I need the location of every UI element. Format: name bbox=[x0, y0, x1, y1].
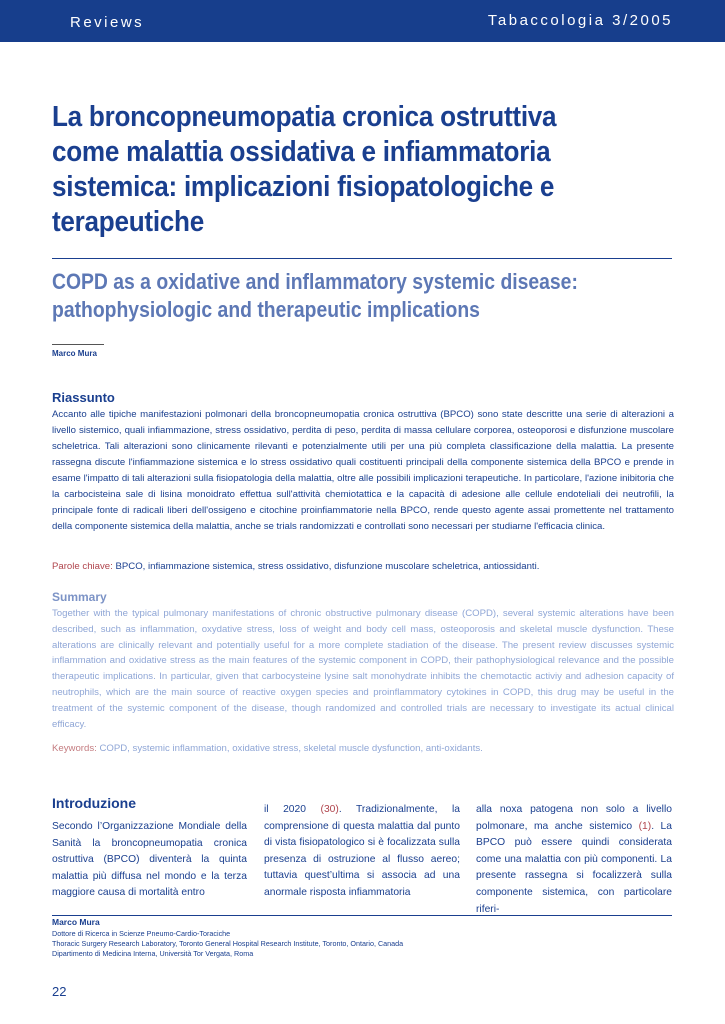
keywords-values: COPD, systemic inflammation, oxidative stress, skeletal muscle dysfunction, anti-oxidants. bbox=[99, 743, 483, 754]
journal-issue-label: Tabaccologia 3/2005 bbox=[487, 12, 673, 29]
footer-affiliation-2: Thoracic Surgery Research Laboratory, Toronto General Hospital Research Institute, Toronto, Ontario, Canada bbox=[52, 939, 404, 948]
intro-column-2 bbox=[264, 802, 460, 902]
intro-col2-text-a: il 2020 bbox=[264, 804, 321, 815]
footer-affiliation-1: Dottore di Ricerca in Scienze Pneumo-Cardio-Toraciche bbox=[52, 929, 231, 938]
footer-divider bbox=[52, 915, 672, 916]
title-divider bbox=[52, 258, 672, 259]
parole-chiave bbox=[52, 561, 539, 572]
intro-heading: Introduzione bbox=[52, 795, 136, 811]
keywords bbox=[52, 743, 483, 754]
journal-header-bar bbox=[0, 0, 725, 42]
footer-affiliation-3: Dipartimento di Medicina Interna, Università Tor Vergata, Roma bbox=[52, 949, 254, 958]
summary-text: Together with the typical pulmonary manifestations of chronic obstructive pulmonary disease (COPD), several systemic alterations have been described, such as inflammation, oxydative stress, loss of weight and body cell mass, osteoporosis and skeletal muscle dysfunction. These alterations are clinically relevant and potentially useful for a more complete stadiation of the disease. The present review discusses systemic inflammation and oxidative stress as the main features of the systemic component in COPD, their pathophysiological relevance and the possible therapeutic implications. In particular, given that carbocysteine lysine salt monohydrate inhibits the chemotactic activiy and adhesion capacity of neutrophils, which are the main source of reactive oxygen species and proinflammatory cytokines in COPD, this drug may be useful in the treatment of the systemic component of the disease, though randomized and controlled trials are necessary to investigate its actual clinical efficacy. bbox=[52, 608, 674, 730]
riassunto-text: Accanto alle tipiche manifestazioni polmonari della broncopneumopatia cronica ostruttiva (BPCO) sono state descritte una serie di alterazioni a livello sistemico, quali infiammazione, stress ossidativo, perdita di peso, perdita di massa cellulare corporea, osteoporosi e disfunzione muscolare scheletrica. Tali alterazioni sono clinicamente rilevanti e potenzialmente utili per una più completa classificazione della malattia. La presente rassegna discute l'infiammazione sistemica e lo stress ossidativo quali costituenti principali della componente sistemica della BPCO e prende in esame l'impatto di tali alterazioni sulla fisiopatologia della malattia, oltre alle possibili implicazioni terapeutiche. In particolare, l'azione inibitoria che la carbocisteina sale di lisina monoidrato effettua sull'attività chemiotattica e la capacità di adesione alle cellule endoteliali dei neutrofili, la principale fonte di radicali liberi dell'ossigeno e citochine proinfiammatorie nella BPCO, rende questo agente assai promettente nel trattamento della componente sistemica della malattia, anche se trials randomizzati e controllati sono necessari per studiarne l'efficacia clinica. bbox=[52, 409, 674, 532]
citation-link[interactable]: (30) bbox=[320, 804, 339, 815]
riassunto-heading: Riassunto bbox=[52, 390, 115, 405]
footer-author: Marco Mura bbox=[52, 917, 100, 927]
page-number: 22 bbox=[52, 984, 67, 999]
section-label: Reviews bbox=[70, 14, 145, 31]
parole-chiave-values: BPCO, infiammazione sistemica, stress ossidativo, disfunzione muscolare scheletrica, antiossidanti. bbox=[115, 561, 540, 572]
summary-heading: Summary bbox=[52, 590, 107, 604]
article-title-italian: La broncopneumopatia cronica ostruttiva come malattia ossidativa e infiammatoria sistemica: implicazioni fisiopatologiche e terapeutiche bbox=[52, 101, 557, 238]
author-name: Marco Mura bbox=[52, 349, 97, 358]
citation-link[interactable]: (1) bbox=[638, 820, 652, 832]
keywords-label: Keywords: bbox=[52, 743, 97, 754]
intro-column-3 bbox=[476, 802, 672, 918]
intro-col3-text-b: . La BPCO può essere quindi considerata come una malattia con più componenti. La presente rassegna si focalizzerà sulla componente sistemica, con particolare riferi- bbox=[476, 820, 672, 915]
intro-col2-text-b: . Tradizionalmente, la comprensione di questa malattia dal punto di vista fisiopatologico si è focalizzata sulla presenza di ostruzione al flusso aereo; tuttavia quest’ultima si associa ad una anormale risposta infiammatoria bbox=[264, 804, 460, 898]
parole-chiave-label: Parole chiave: bbox=[52, 561, 113, 572]
author-divider bbox=[52, 344, 104, 345]
intro-column-1: Secondo l’Organizzazione Mondiale della Sanità la broncopneumopatia cronica ostruttiva (BPCO) diventerà la quinta malattia più diffusa nel mondo e la terza maggiore causa di mortalità entro bbox=[52, 821, 247, 899]
intro-col3-text-a: alla noxa patogena non solo a livello polmonare, ma anche sistemico bbox=[476, 804, 672, 832]
article-title-english: COPD as a oxidative and inflammatory systemic disease: pathophysiologic and therapeutic implications bbox=[52, 269, 578, 322]
